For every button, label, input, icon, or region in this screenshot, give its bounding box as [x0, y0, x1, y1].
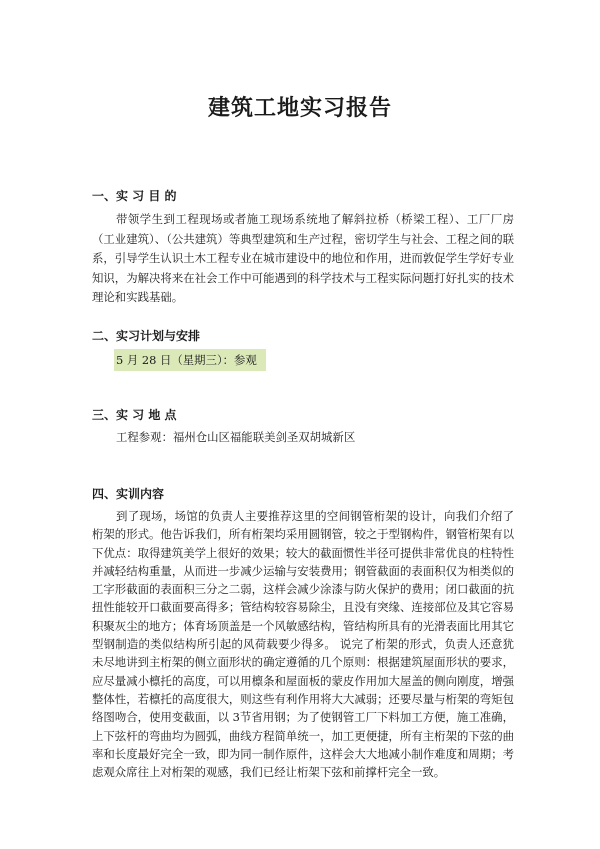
section-body-content: 到了现场，场馆的负责人主要推荐这里的空间钢管桁架的设计，向我们介绍了桁架的形式。他告诉我们，所有桁架均采用圆钢管，较之于型钢构件，钢管桁架有以下优点：取得建筑美学上很好的效果；较大的截面惯性半径可提供非常优良的柱特性并减轻结构重量，从而进一步减少运输与安装费用；钢管截面的表面积仅为相类似的工字形截面的表面积三分之二弱，这样会减少涂漆与防火保护的费用；闭口截面的抗扭性能较开口截面要高得多；管结构较容易除尘，且没有突缘、连接部位及其它容易积聚灰尘的地方；体育场顶盖是一个风敏感结构，管结构所具有的光滑表面比用其它型钢制造的类似结构所引起的风荷载要少得多。 说完了桁架的形式，负责人还意犹未尽地讲到主桁架的侧立面形状的确定遵循的几个原则：根据建筑屋面形状的要求，应尽量减小檩托的高度，可以用檩条和屋面板的蒙皮作用加大屋盖的侧向刚度，增强整体性，若檩托的高度很大，则这些有利作用将大大减弱；还要尽量与桁架的弯矩包络图吻合，使用变截面，以 3节省用钢；为了使钢管工厂下料加工方便，施工准确，上下弦杆的弯曲均为圆弧，曲线方程简单统一，加工更便捷，所有主桁架的下弦的曲率和长度最好完全一致，即为同一制作原件，这样会大大地减小制作难度和周期；考虑观众席往上对桁架的观感，我们已经让桁架下弦和前撑杆完全一致。 [92, 509, 514, 780]
section-body-location: 工程参观：福州仓山区福能联美剑圣双胡城新区 [116, 430, 356, 444]
page-title: 建筑工地实习报告 [207, 96, 392, 121]
section-heading-content: 四、实训内容 [92, 487, 165, 501]
section-body-purpose: 带领学生到工程现场或者施工现场系统地了解斜拉桥（桥梁工程）、工厂厂房（工业建筑）、（公共建筑）等典型建筑和生产过程，密切学生与社会、工程之间的联系，引导学生认识土木工程专业在城市建设中的地位和作用，进而敦促学生学好专业知识，为解决将来在社会工作中可能遇到的科学技术与工程实际问题打好扎实的技术理论和实践基础。 [92, 212, 514, 305]
section-heading-purpose: 一、实 习 目 的 [92, 189, 177, 203]
section-heading-location: 三、实 习 地 点 [92, 408, 177, 422]
section-heading-plan: 二、实习计划与安排 [92, 329, 201, 343]
section-body-plan-highlighted: 5 月 28 日（星期三）：参观 [114, 349, 266, 371]
